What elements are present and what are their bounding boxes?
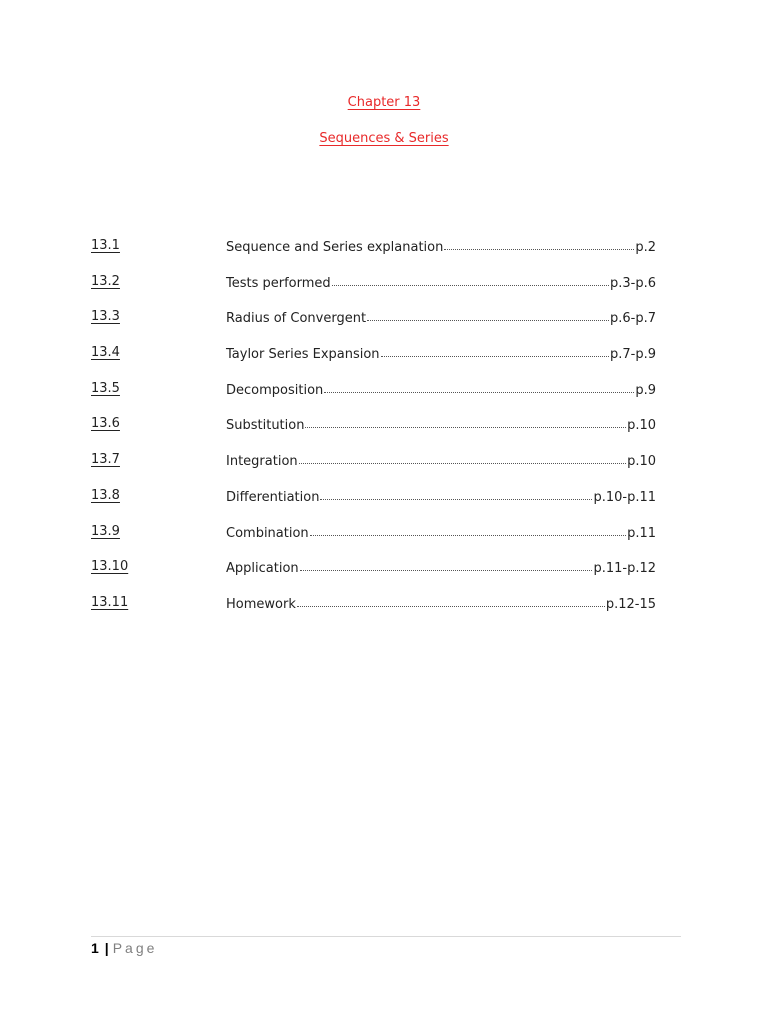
footer-divider xyxy=(91,936,681,937)
toc-entry xyxy=(226,344,656,364)
page-footer xyxy=(91,940,157,956)
toc-section-title: Sequence and Series explanation xyxy=(226,240,444,255)
toc-section-title: Integration xyxy=(226,454,298,470)
toc-page-reference: p.11 xyxy=(627,525,656,541)
section-title xyxy=(0,131,768,146)
toc-row xyxy=(91,594,671,630)
toc-dot-leader xyxy=(332,272,609,286)
toc-page-reference: p.11-p.12 xyxy=(593,561,656,577)
toc-page-reference: p.10 xyxy=(627,454,656,470)
footer-page-label: Page xyxy=(112,940,158,956)
toc-row xyxy=(91,523,671,559)
toc-section-title: Homework xyxy=(226,596,296,612)
toc-section-number: 13.7 xyxy=(91,452,120,468)
toc-dot-leader xyxy=(367,307,609,321)
toc-section-title: Combination xyxy=(226,525,309,541)
toc-dot-leader xyxy=(444,236,634,250)
toc-page-reference: p.7-p.9 xyxy=(609,347,656,363)
toc-entry xyxy=(226,415,656,435)
toc-section-title: Taylor Series Expansion xyxy=(226,347,380,363)
toc-section-title: Differentiation xyxy=(226,489,320,505)
toc-dot-leader xyxy=(300,557,593,571)
toc-dot-leader xyxy=(324,379,634,393)
toc-entry xyxy=(226,451,656,471)
toc-row xyxy=(91,308,671,344)
toc-row xyxy=(91,344,671,380)
toc-section-title: Substitution xyxy=(226,418,305,434)
toc-section-number: 13.9 xyxy=(91,523,120,539)
toc-dot-leader xyxy=(310,522,626,536)
section-title-text: Sequences & Series xyxy=(319,131,449,146)
toc-entry xyxy=(226,380,656,400)
toc-entry xyxy=(226,308,656,328)
toc-row xyxy=(91,415,671,451)
toc-section-title: Tests performed xyxy=(226,275,331,291)
toc-entry xyxy=(226,558,656,578)
toc-section-title: Decomposition xyxy=(226,382,324,398)
toc-page-reference: p.10 xyxy=(627,418,656,434)
toc-section-number: 13.8 xyxy=(91,487,120,503)
toc-row xyxy=(91,237,671,273)
toc-row xyxy=(91,487,671,523)
toc-row xyxy=(91,451,671,487)
toc-entry xyxy=(226,237,656,257)
toc-section-number: 13.1 xyxy=(91,238,120,253)
chapter-title-text: Chapter 13 xyxy=(347,95,421,110)
toc-section-number: 13.6 xyxy=(91,416,120,432)
toc-page-reference: p.9 xyxy=(635,382,656,398)
toc-page-reference: p.2 xyxy=(635,240,656,255)
chapter-title xyxy=(0,95,768,110)
toc-page-reference: p.3-p.6 xyxy=(609,275,656,291)
toc-dot-leader xyxy=(299,450,626,464)
toc-section-title: Application xyxy=(226,561,299,577)
toc-entry xyxy=(226,523,656,543)
toc-dot-leader xyxy=(320,486,592,500)
toc-section-number: 13.10 xyxy=(91,559,129,575)
toc-entry xyxy=(226,273,656,293)
toc-page-reference: p.6-p.7 xyxy=(609,311,656,327)
toc-entry xyxy=(226,594,656,614)
footer-separator: | xyxy=(104,940,109,956)
toc-section-number: 13.3 xyxy=(91,309,120,325)
toc-section-title: Radius of Convergent xyxy=(226,311,367,327)
toc-page-reference: p.12-15 xyxy=(605,596,656,612)
toc-section-number: 13.4 xyxy=(91,345,120,361)
table-of-contents xyxy=(91,237,671,630)
toc-dot-leader xyxy=(305,414,626,428)
toc-dot-leader xyxy=(381,343,609,357)
toc-page-reference: p.10-p.11 xyxy=(593,489,656,505)
toc-section-number: 13.2 xyxy=(91,273,120,289)
toc-section-number: 13.11 xyxy=(91,594,129,610)
toc-entry xyxy=(226,487,656,507)
toc-row xyxy=(91,380,671,416)
toc-row xyxy=(91,273,671,309)
footer-page-number: 1 xyxy=(91,940,99,956)
toc-section-number: 13.5 xyxy=(91,380,120,396)
toc-dot-leader xyxy=(297,593,605,607)
toc-row xyxy=(91,558,671,594)
